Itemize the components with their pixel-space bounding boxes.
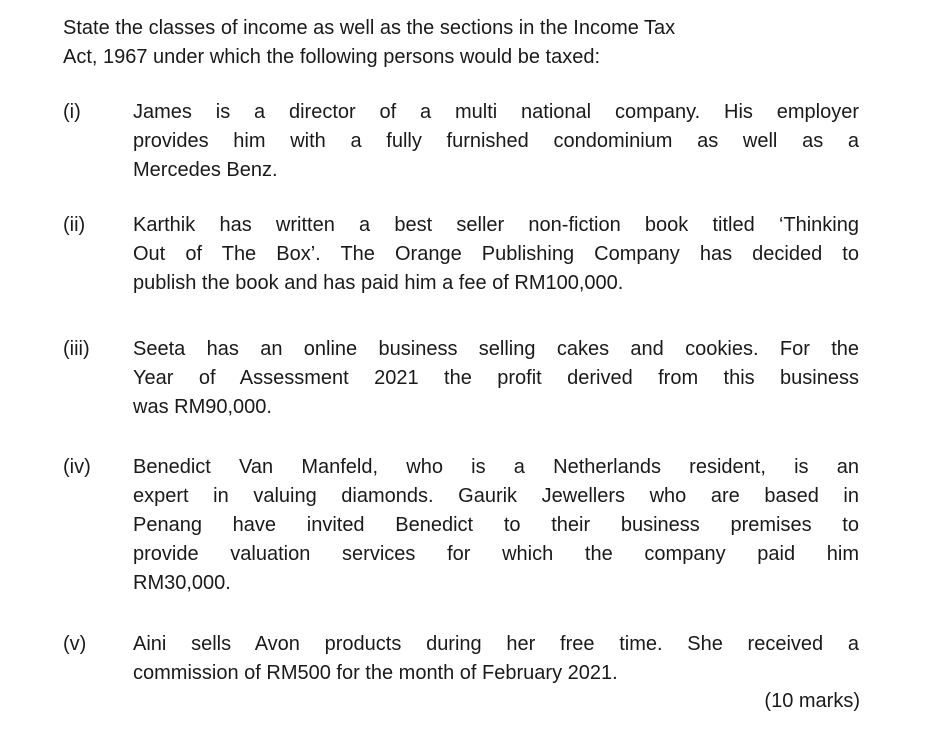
question-line: publish the book and has paid him a fee of RM100,000. [133, 272, 624, 294]
question-line: provides him with a fully furnished condominium as well as a [133, 130, 859, 152]
question-number: (iv) [63, 456, 91, 478]
question-line: provide valuation services for which the company paid him [133, 543, 859, 565]
question-line: was RM90,000. [133, 396, 272, 418]
instruction-line-2: Act, 1967 under which the following persons would be taxed: [63, 46, 601, 68]
question-number: (iii) [63, 338, 90, 360]
question-line: Mercedes Benz. [133, 159, 278, 181]
question-line: Penang have invited Benedict to their business premises to [133, 514, 859, 536]
question-text [133, 453, 859, 598]
question-line: Benedict Van Manfeld, who is a Netherlands resident, is an [133, 456, 859, 478]
question-number: (i) [63, 101, 81, 123]
question-text [133, 98, 859, 185]
question-line: James is a director of a multi national company. His employer [133, 101, 859, 123]
question-line: Out of The Box’. The Orange Publishing Company has decided to [133, 243, 859, 265]
question-line: RM30,000. [133, 572, 231, 594]
marks-allocation: (10 marks) [764, 690, 860, 712]
instruction-line-1: State the classes of income as well as the sections in the Income Tax [63, 17, 676, 39]
question-text [133, 335, 859, 422]
question-number: (ii) [63, 214, 86, 236]
question-line: expert in valuing diamonds. Gaurik Jewellers who are based in [133, 485, 859, 507]
question-text [133, 630, 859, 688]
question-line: commission of RM500 for the month of February 2021. [133, 662, 618, 684]
question-line: Year of Assessment 2021 the profit derived from this business [133, 367, 859, 389]
question-instruction [63, 14, 863, 72]
question-text [133, 211, 859, 298]
question-line: Karthik has written a best seller non-fiction book titled ‘Thinking [133, 214, 859, 236]
question-line: Seeta has an online business selling cakes and cookies. For the [133, 338, 859, 360]
question-line: Aini sells Avon products during her free time. She received a [133, 633, 859, 655]
question-number: (v) [63, 633, 87, 655]
